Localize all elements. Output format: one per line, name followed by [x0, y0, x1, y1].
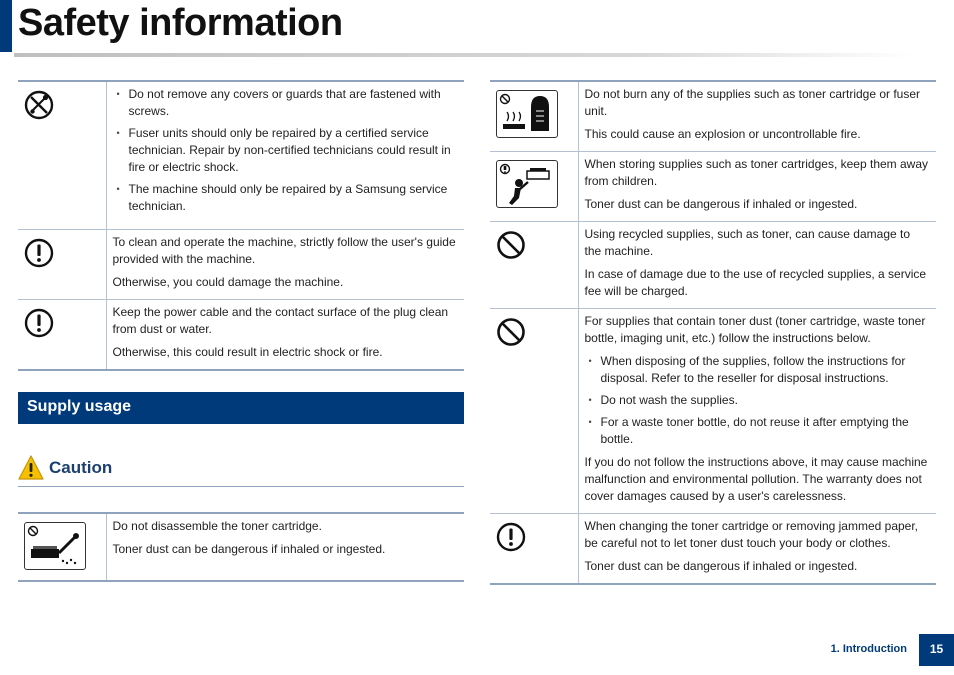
paragraph: Toner dust can be dangerous if inhaled or ingested. [584, 197, 858, 211]
safety-row [490, 152, 936, 222]
list-item: • For a waste toner bottle, do not reuse it after emptying the bottle. [585, 414, 931, 448]
text-cell [106, 513, 464, 581]
paragraph: Do not disassemble the toner cartridge. [112, 519, 322, 533]
safety-row [18, 513, 464, 581]
paragraph: To clean and operate the machine, strictly follow the user's guide provided with the machine. [112, 235, 456, 266]
prohibited-icon [496, 317, 526, 347]
paragraph: This could cause an explosion or uncontrollable fire. [584, 127, 861, 141]
paragraph: Do not burn any of the supplies such as toner cartridge or fuser unit. [584, 87, 921, 118]
icon-cell [490, 222, 578, 309]
list-item: • When disposing of the supplies, follow the instructions for disposal. Refer to the reseller for disposal instructions. [585, 353, 931, 387]
icon-cell [490, 152, 578, 222]
paragraph: If you do not follow the instructions above, it may cause machine malfunction and environmental pollution. The warranty does not cover damages caused by a user's carelessness. [584, 455, 928, 503]
footer-chapter-link[interactable]: 1. Introduction [830, 643, 907, 655]
paragraph: Otherwise, this could result in electric shock or fire. [112, 345, 383, 359]
icon-cell [18, 230, 106, 300]
icon-cell [490, 309, 578, 514]
safety-table-right [490, 80, 936, 585]
icon-cell [18, 513, 106, 581]
paragraph: Keep the power cable and the contact surface of the plug clean from dust or water. [112, 305, 449, 336]
list-item: • Fuser units should only be repaired by a certified service technician. Repair by non-certified technicians could result in fire or electric shock. [113, 125, 459, 176]
title-accent-bar [0, 0, 12, 52]
keep-from-children-icon [496, 160, 558, 208]
safety-table-left [18, 80, 464, 371]
safety-row [18, 81, 464, 230]
list-item: • The machine should only be repaired by a Samsung service technician. [113, 181, 459, 215]
page-number: 15 [919, 634, 954, 666]
icon-cell [18, 300, 106, 371]
warning-exclamation-icon [24, 308, 54, 338]
text-cell [578, 514, 936, 585]
text-cell [578, 81, 936, 152]
safety-row [18, 230, 464, 300]
paragraph: Using recycled supplies, such as toner, can cause damage to the machine. [584, 227, 911, 258]
paragraph: Toner dust can be dangerous if inhaled or ingested. [584, 559, 858, 573]
safety-row [490, 81, 936, 152]
text-cell [578, 152, 936, 222]
text-cell [578, 309, 936, 514]
no-burn-supplies-icon [496, 90, 558, 138]
paragraph: For supplies that contain toner dust (toner cartridge, waste toner bottle, imaging unit, etc.) follow the instructions below. [584, 314, 926, 345]
page-title: Safety information [18, 2, 343, 44]
supply-table [18, 512, 464, 582]
bullet-list [585, 353, 931, 448]
title-rule [14, 53, 914, 57]
icon-cell [18, 81, 106, 230]
paragraph: Toner dust can be dangerous if inhaled or ingested. [112, 542, 386, 556]
no-disassemble-icon [24, 90, 54, 120]
paragraph: When changing the toner cartridge or removing jammed paper, be careful not to let toner dust touch your body or clothes. [584, 519, 919, 550]
safety-row [490, 309, 936, 514]
paragraph: When storing supplies such as toner cartridges, keep them away from children. [584, 157, 929, 188]
bullet-list [113, 86, 459, 215]
text-cell [106, 300, 464, 371]
caution-triangle-icon [18, 455, 44, 481]
text-cell [106, 81, 464, 230]
list-item: • Do not remove any covers or guards that are fastened with screws. [113, 86, 459, 120]
safety-row [490, 514, 936, 585]
icon-cell [490, 514, 578, 585]
safety-row [18, 300, 464, 371]
list-item: • Do not wash the supplies. [585, 392, 931, 409]
warning-exclamation-icon [24, 238, 54, 268]
section-heading: Supply usage [18, 392, 464, 424]
warning-exclamation-icon [496, 522, 526, 552]
caution-heading [18, 455, 464, 487]
paragraph: Otherwise, you could damage the machine. [112, 275, 344, 289]
no-disassemble-cartridge-icon [24, 522, 86, 570]
safety-row [490, 222, 936, 309]
text-cell [578, 222, 936, 309]
prohibited-icon [496, 230, 526, 260]
paragraph: In case of damage due to the use of recycled supplies, a service fee will be charged. [584, 267, 927, 298]
caution-label: Caution [49, 458, 113, 477]
icon-cell [490, 81, 578, 152]
text-cell [106, 230, 464, 300]
